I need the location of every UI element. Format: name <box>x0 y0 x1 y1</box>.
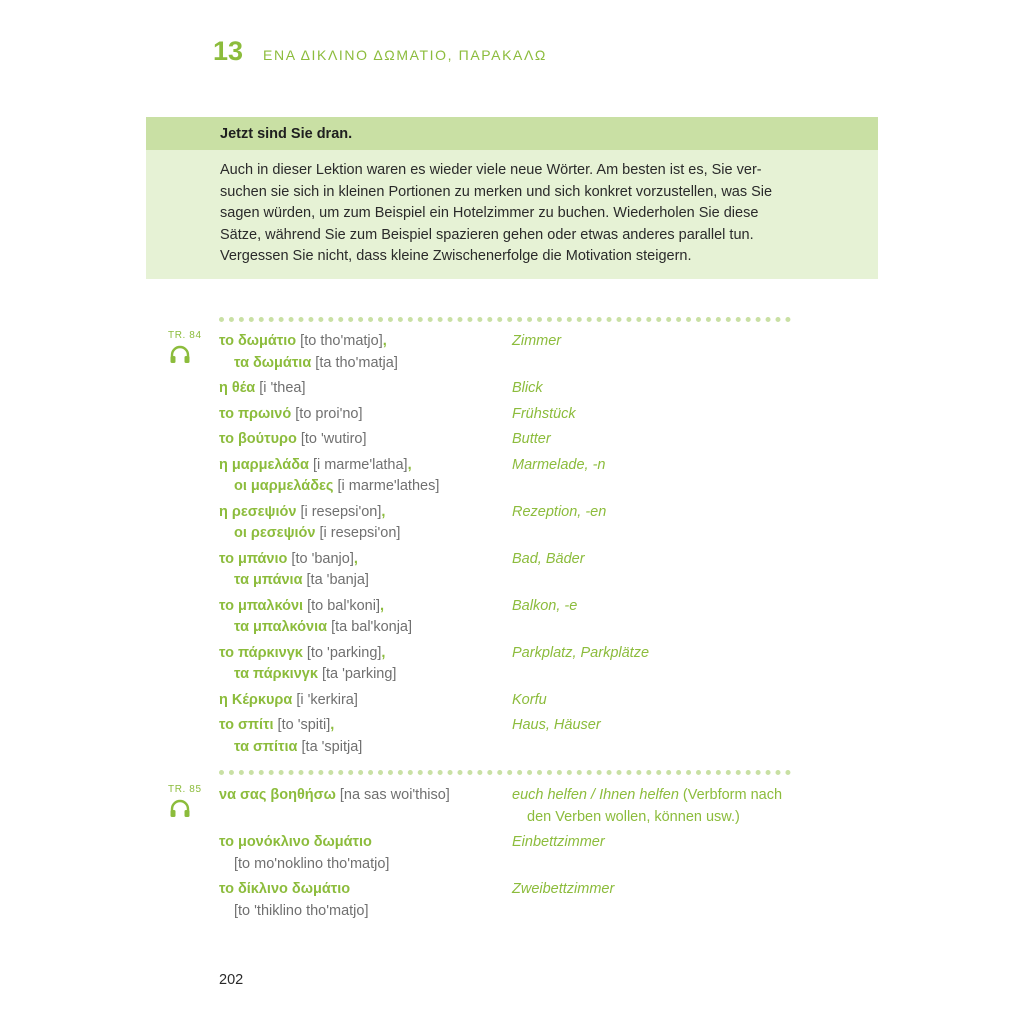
german-translation: Einbettzimmer <box>512 834 605 850</box>
dotted-divider <box>219 770 791 775</box>
greek-word: το δίκλινο δωμάτιο <box>219 881 351 897</box>
german-translation: Butter <box>512 431 551 447</box>
vocab-entry <box>219 785 819 828</box>
transcription-plural: [i marme'lathes] <box>337 478 440 494</box>
track-84[interactable] <box>168 330 208 370</box>
transcription: [i marme'latha] <box>312 456 408 473</box>
headphones-icon[interactable] <box>169 799 191 819</box>
german-word: euch helfen / Ihnen helfen <box>512 787 679 803</box>
greek-word: το πρωινό <box>219 405 292 422</box>
tip-box <box>146 117 878 279</box>
german-note: (Verbform nach <box>682 787 783 803</box>
vocab-entry: η ρεσεψιόν [i resepsi'on], οι ρεσεψιόν [i resepsi'on] Rezeption, -en <box>219 503 607 541</box>
transcription: [to 'wutiro] <box>300 431 367 447</box>
greek-plural: οι μαρμελάδες <box>234 478 334 494</box>
transcription: [to 'spiti] <box>277 717 331 733</box>
greek-plural: τα δωμάτια <box>234 354 312 371</box>
transcription: [to 'banjo] <box>291 550 354 567</box>
german-translation: Marmelade, -n <box>512 456 606 473</box>
greek-word: η ρεσεψιόν <box>219 503 297 520</box>
greek-plural: τα μπάνια <box>234 572 303 588</box>
transcription: [na sas woi'thiso] <box>339 787 450 803</box>
transcription: [to tho'matjo] <box>300 333 383 349</box>
greek-word: το βούτυρο <box>219 431 297 447</box>
transcription-plural: [ta tho'matja] <box>315 354 398 371</box>
transcription-plural: [ta 'banja] <box>306 572 369 588</box>
vocab-entry: το μπαλκόνι [to bal'koni], τα μπαλκόνια [ta bal'konja] Balkon, -e <box>219 597 578 635</box>
vocab-list-85 <box>219 785 819 922</box>
headphones-icon[interactable] <box>169 345 191 365</box>
german-translation: Balkon, -e <box>512 597 578 614</box>
german-translation: Zimmer <box>512 333 562 349</box>
transcription: [i resepsi'on] <box>300 503 382 520</box>
german-translation: Haus, Häuser <box>512 717 601 733</box>
german-translation: Blick <box>512 380 543 396</box>
vocab-entry: το πάρκινγκ [to 'parking], τα πάρκινγκ [ta 'parking] Parkplatz, Parkplätze <box>219 644 650 682</box>
german-translation: Bad, Bäder <box>512 550 585 567</box>
transcription: [i 'thea] <box>259 380 306 396</box>
chapter-number: 13 <box>213 36 244 66</box>
tip-box-body <box>146 150 878 268</box>
greek-word: η Κέρκυρα <box>219 691 293 708</box>
vocab-entry: το σπίτι [to 'spiti], τα σπίτια [ta 'spitja] Haus, Häuser <box>219 717 601 755</box>
german-translation: Zweibettzimmer <box>512 881 615 897</box>
transcription: [to 'parking] <box>306 644 382 661</box>
transcription: [to 'thiklino tho'matjo] <box>234 902 369 919</box>
chapter-title: ΕΝΑ ΔΙΚΛΙΝΟ ΔΩΜΑΤΙΟ, ΠΑΡΑΚΑΛΩ <box>263 47 547 63</box>
german-translation: Parkplatz, Parkplätze <box>512 644 650 661</box>
greek-word: το μπάνιο <box>219 550 288 567</box>
transcription: [i 'kerkira] <box>296 691 358 708</box>
german-note-line2: den Verben wollen, können usw.) <box>527 808 740 825</box>
tip-box-heading: Jetzt sind Sie dran. <box>146 117 878 150</box>
chapter-header <box>213 36 547 67</box>
vocab-entry <box>219 404 819 426</box>
page-number: 202 <box>219 972 244 988</box>
greek-plural: τα μπαλκόνια <box>234 619 328 635</box>
greek-word: να σας βοηθήσω <box>219 787 336 803</box>
tip-line: sagen würden, um zum Beispiel ein Hotelzimmer zu buchen. Wiederholen Sie diese <box>220 205 759 221</box>
greek-word: το μονόκλινο δωμάτιο <box>219 834 372 850</box>
transcription-plural: [i resepsi'on] <box>319 525 401 541</box>
dotted-divider <box>219 317 791 322</box>
greek-word: η θέα <box>219 380 256 396</box>
track-label: TR. 85 <box>168 784 202 795</box>
greek-plural: τα πάρκινγκ <box>234 666 318 682</box>
german-translation: Rezeption, -en <box>512 503 607 520</box>
transcription: [to mo'noklino tho'matjo] <box>234 855 390 872</box>
greek-word: το μπαλκόνι <box>219 597 304 614</box>
vocab-entry <box>219 879 819 922</box>
transcription-plural: [ta bal'konja] <box>331 619 413 635</box>
greek-word: το σπίτι <box>219 717 274 733</box>
german-translation <box>512 785 782 828</box>
greek-word: η μαρμελάδα <box>219 456 309 473</box>
tip-line: Auch in dieser Lektion waren es wieder viele neue Wörter. Am besten ist es, Sie ver- <box>220 162 762 178</box>
vocab-entry: το δωμάτιο [to tho'matjo], τα δωμάτια [ta tho'matja] Zimmer <box>219 333 562 371</box>
vocab-entry <box>219 832 819 875</box>
track-85[interactable] <box>168 784 208 824</box>
german-translation: Korfu <box>512 691 547 708</box>
greek-word: το δωμάτιο <box>219 333 297 349</box>
vocab-entry <box>219 690 819 712</box>
vocab-entry <box>219 429 819 451</box>
track-label: TR. 84 <box>168 330 202 341</box>
vocab-entry <box>219 378 819 400</box>
vocab-list-84 <box>219 331 819 758</box>
tip-line: suchen sie sich in kleinen Portionen zu merken und sich konkret vorzustellen, was Sie <box>220 183 773 200</box>
greek-plural: οι ρεσεψιόν <box>234 525 316 541</box>
greek-word: το πάρκινγκ <box>219 644 303 661</box>
vocab-entry: το μπάνιο [to 'banjo], τα μπάνια [ta 'banja] Bad, Bäder <box>219 550 585 588</box>
transcription-plural: [ta 'parking] <box>321 666 397 682</box>
german-translation: Frühstück <box>512 405 576 422</box>
tip-line: Sätze, während Sie zum Beispiel spazieren gehen oder etwas anderes parallel tun. <box>220 226 754 243</box>
transcription-plural: [ta 'spitja] <box>301 738 363 755</box>
vocab-entry: η μαρμελάδα [i marme'latha], οι μαρμελάδες [i marme'lathes] Marmelade, -n <box>219 456 606 494</box>
transcription: [to proi'no] <box>295 405 363 422</box>
tip-line: Vergessen Sie nicht, dass kleine Zwischenerfolge die Motivation steigern. <box>220 248 692 264</box>
greek-plural: τα σπίτια <box>234 738 298 755</box>
transcription: [to bal'koni] <box>307 597 380 614</box>
